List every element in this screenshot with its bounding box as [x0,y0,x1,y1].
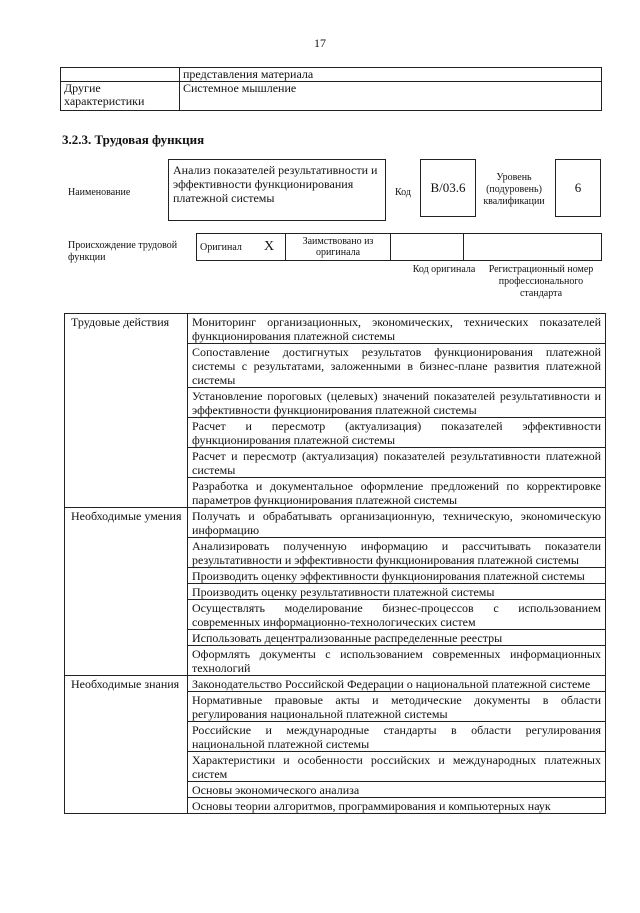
item-text: Анализировать полученную информацию и рассчитывать показатели результативности и эффективности функционирования платежной системы [188,538,606,568]
item-text: Законодательство Российской Федерации о национальной платежной системе [188,676,606,692]
borrowed-label: Заимствовано из оригинала [286,234,391,261]
item-text: Расчет и пересмотр (актуализация) показателей эффективности функционирования платежной системы [188,418,606,448]
table-row [65,676,606,692]
function-code: B/03.6 [420,159,476,217]
item-text: Нормативные правовые акты и методические документы в области регулирования национальной платежной системы [188,692,606,722]
reg-caption: Регистрационный номер профессионального стандарта [488,264,594,299]
item-text: Разработка и документальное оформление предложений по корректировке параметров функционирования платежной системы [188,478,606,508]
table-row [61,82,602,111]
item-text: Основы теории алгоритмов, программирования и компьютерных наук [188,798,606,814]
origin-label: Происхождение трудовой функции [68,240,178,263]
characteristics-table [60,67,602,111]
item-text: Получать и обрабатывать организационную, техническую, экономическую информацию [188,508,606,538]
item-text: Характеристики и особенности российских и международных платежных систем [188,752,606,782]
name-label: Наименование [68,187,131,198]
table-row [61,68,602,82]
category-label: Необходимые знания [65,676,188,814]
level-label: Уровень (подуровень) квалификации [483,172,545,207]
table-row [65,314,606,344]
item-text: Расчет и пересмотр (актуализация) показателей результативности платежной системы [188,448,606,478]
function-name: Анализ показателей результативности и эффективности функционирования платежной системы [168,159,386,221]
table-row [65,508,606,538]
row-label: Другие характеристики [61,82,180,111]
origin-code-cell [391,234,464,261]
row-value: представления материала [180,68,602,82]
origin-table [196,233,602,261]
page-number: 17 [314,36,326,50]
original-label: Оригинал [197,234,254,261]
qualification-level: 6 [555,159,601,217]
category-label: Необходимые умения [65,508,188,676]
item-text: Производить оценку эффективности функционирования платежной системы [188,568,606,584]
original-mark: X [253,234,286,261]
item-text: Осуществлять моделирование бизнес-процессов с использованием современных информационно-технологических систем [188,600,606,630]
item-text: Мониторинг организационных, экономических, технических показателей функционирования платежной системы [188,314,606,344]
row-value: Системное мышление [180,82,602,111]
item-text: Основы экономического анализа [188,782,606,798]
code-label: Код [395,187,411,198]
category-label: Трудовые действия [65,314,188,508]
row-label [61,68,180,82]
item-text: Сопоставление достигнутых результатов функционирования платежной системы с результатами, заложенными в бизнес-плане развития платежной системы [188,344,606,388]
item-text: Производить оценку результативности платежной системы [188,584,606,600]
item-text: Использовать децентрализованные распределенные реестры [188,630,606,646]
code-caption: Код оригинала [412,264,476,275]
item-text: Российские и международные стандарты в области регулирования национальной платежной системы [188,722,606,752]
section-title: 3.2.3. Трудовая функция [62,132,205,147]
item-text: Установление пороговых (целевых) значений показателей результативности и эффективности функционирования платежной системы [188,388,606,418]
reg-number-cell [464,234,602,261]
item-text: Оформлять документы с использованием современных информационных технологий [188,646,606,676]
function-details-table [64,313,606,814]
